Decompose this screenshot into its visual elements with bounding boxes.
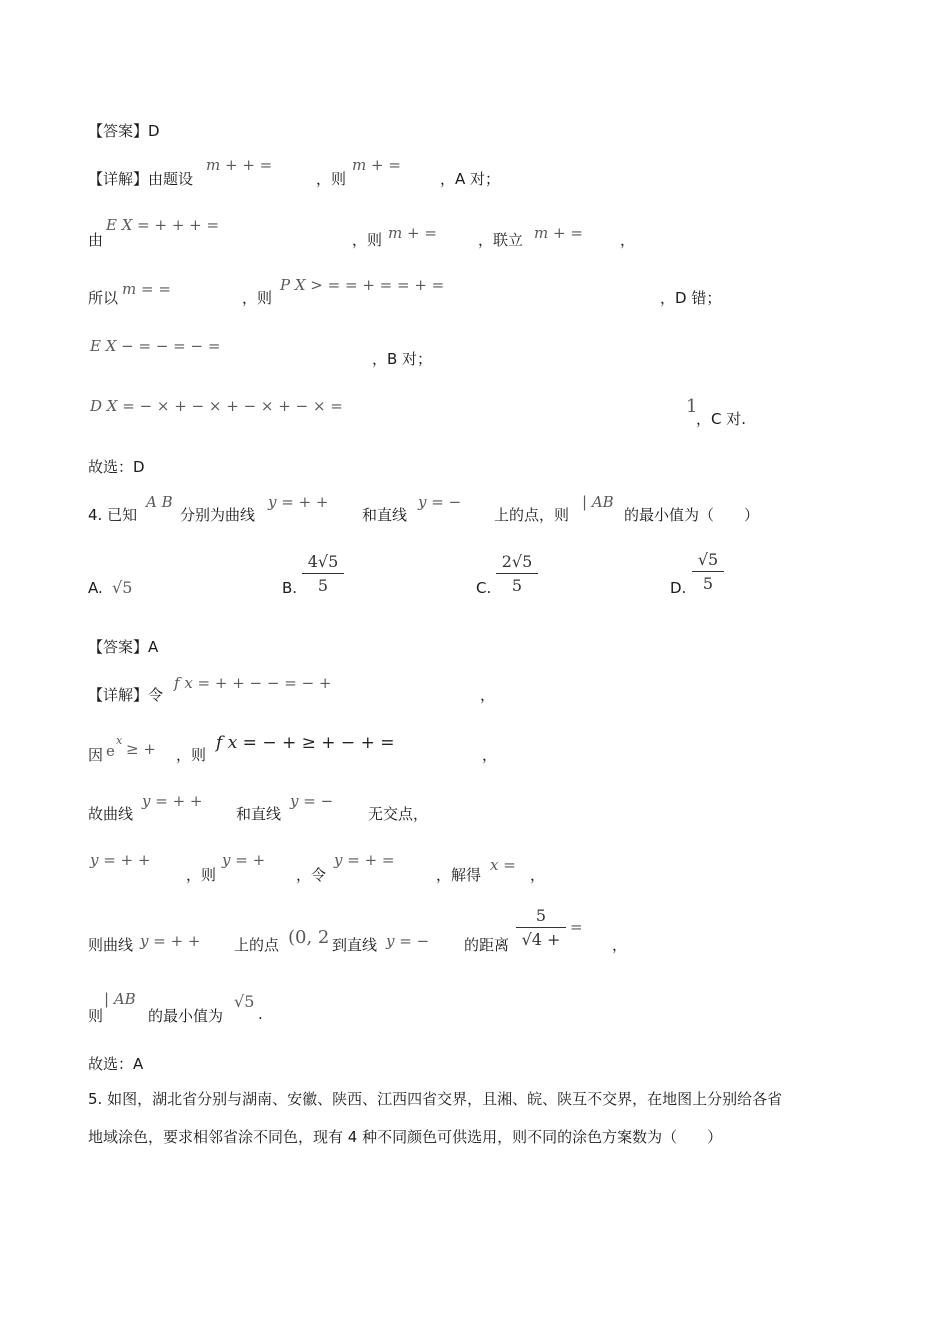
text-prefix: 所以 <box>88 289 119 307</box>
choose-q3: 故选：D <box>88 458 145 476</box>
fraction-bar <box>302 573 344 574</box>
math-expr: E X − = − = − = <box>90 337 221 355</box>
q5-line-1: 5. 如图，湖北省分别与湖南、安徽、陕西、江西四省交界，且湘、皖、陕互不交界，在地图上分别给各省 <box>88 1090 783 1108</box>
q4-stem-end: 的最小值为（ ） <box>624 506 760 524</box>
math-expr: y = − <box>418 493 462 511</box>
fraction-denominator: 5 <box>511 576 523 595</box>
math-expr: y = + + <box>268 493 329 511</box>
q4-option-d-fraction <box>692 550 724 593</box>
math-expr: D X = − × + − × + − × + − × = <box>90 397 343 415</box>
fraction-numerator: 5 <box>535 906 547 925</box>
math-expr: m + = <box>352 156 401 174</box>
math-sqrt5: √5 <box>234 992 255 1011</box>
math-exponent: x <box>116 734 123 747</box>
math-expr: E X = + + + = <box>106 216 220 234</box>
math-expr: f x = + + − − = − + <box>174 674 332 692</box>
math-expr: y = − <box>290 792 334 810</box>
text-end: ， <box>482 746 498 764</box>
text-because: 因 <box>88 746 104 764</box>
fraction-denominator: √4 + <box>521 930 561 949</box>
text-distance: 的距离 <box>464 936 510 954</box>
math-expr: y = + + <box>90 851 151 869</box>
q4-option-a-label: A. <box>88 579 103 597</box>
q4-stem-on: 上的点，则 <box>494 506 570 524</box>
text-period: . <box>258 1005 263 1023</box>
text-let: ，令 <box>296 866 327 884</box>
q5-line-2: 地域涂色，要求相邻省涂不同色，现有 4 种不同颜色可供选用，则不同的涂色方案数为（ ） <box>88 1128 723 1146</box>
text-end: ， <box>612 936 628 954</box>
math-value: 1 <box>686 396 698 417</box>
text-prefix: 由 <box>88 231 104 249</box>
text-then: ，则 <box>186 866 217 884</box>
q4-stem-mid: 分别为曲线 <box>180 506 256 524</box>
q4-option-b-label: B. <box>282 579 298 597</box>
fraction-bar <box>496 573 538 574</box>
math-expr: A B <box>146 493 173 511</box>
distance-fraction <box>516 906 566 949</box>
text-and: 和直线 <box>236 805 282 823</box>
math-equals: = <box>570 918 583 936</box>
text-to-line: 到直线 <box>332 936 378 954</box>
math-expr: | AB <box>104 990 136 1008</box>
math-e: e <box>106 742 115 760</box>
math-expr: m + = <box>534 224 583 242</box>
text-join: ，联立 <box>478 231 524 249</box>
text-end: ， <box>530 866 546 884</box>
math-point: (0, 2 <box>288 927 330 948</box>
text-a-correct: ，A 对； <box>440 170 501 188</box>
math-expr: f x = − + ≥ + − + = <box>216 733 395 753</box>
math-expr: y = + <box>222 851 266 869</box>
math-expr: y = + = <box>334 851 395 869</box>
math-expr: x = <box>490 856 516 874</box>
text-c-correct: ，C 对. <box>696 410 747 428</box>
fraction-denominator: 5 <box>702 574 714 593</box>
fraction-bar <box>516 927 566 928</box>
text-no-intersection: 无交点， <box>368 805 429 823</box>
detail-label-q3: 【详解】由题设 <box>88 170 194 188</box>
answer-label-q3: 【答案】D <box>88 122 160 140</box>
q4-option-d-label: D. <box>670 579 687 597</box>
text-end: ， <box>480 686 496 704</box>
fraction-numerator: √5 <box>697 550 719 569</box>
text-then: ，则 <box>176 746 207 764</box>
detail-label-q4: 【详解】令 <box>88 686 164 704</box>
choose-q4: 故选：A <box>88 1055 144 1073</box>
text-prefix: 则曲线 <box>88 936 134 954</box>
math-expr: m + = <box>388 224 437 242</box>
text-prefix: 则 <box>88 1007 104 1025</box>
math-expr: | AB <box>582 493 614 511</box>
text-min: 的最小值为 <box>148 1007 224 1025</box>
q4-option-b-fraction <box>302 552 344 595</box>
q4-stem-and: 和直线 <box>362 506 408 524</box>
math-expr: y = + + <box>142 792 203 810</box>
math-expr: y = − <box>386 932 430 950</box>
text-prefix: 故曲线 <box>88 805 134 823</box>
text-point: 上的点 <box>234 936 280 954</box>
math-expr: ≥ + <box>126 740 156 758</box>
q4-option-c-label: C. <box>476 579 492 597</box>
text-d-wrong: ，D 错； <box>660 289 722 307</box>
q4-option-a-value: √5 <box>112 578 133 597</box>
math-expr: y = + + <box>140 932 201 950</box>
text-b-correct: ，B 对； <box>372 350 433 368</box>
text-then: ，则 <box>316 170 347 188</box>
fraction-numerator: 2√5 <box>501 552 533 571</box>
text-then: ，则 <box>352 231 383 249</box>
q4-stem: 4. 已知 <box>88 506 138 524</box>
math-expr: P X > = = + = = + = <box>280 276 445 294</box>
fraction-numerator: 4√5 <box>307 552 339 571</box>
text-solve: ，解得 <box>436 866 482 884</box>
math-expr: m + + = <box>206 156 273 174</box>
q4-option-c-fraction <box>496 552 538 595</box>
fraction-bar <box>692 571 724 572</box>
math-expr: m = = <box>122 280 171 298</box>
text-then: ，则 <box>242 289 273 307</box>
fraction-denominator: 5 <box>317 576 329 595</box>
text-end: ， <box>620 231 636 249</box>
answer-label-q4: 【答案】A <box>88 638 159 656</box>
